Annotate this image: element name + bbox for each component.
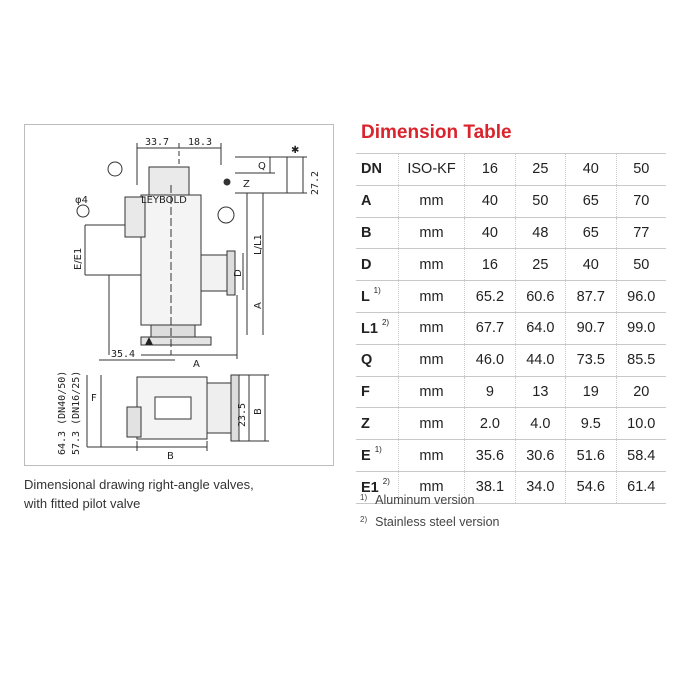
- row-value: 19: [566, 376, 616, 408]
- dim-a-vertical: A: [253, 302, 264, 309]
- asterisk-icon: ✱: [291, 145, 300, 156]
- row-label: E $^{1)}$: [356, 440, 398, 472]
- row-unit: mm: [398, 249, 464, 281]
- row-value: 2.0: [465, 408, 515, 440]
- row-value: 16: [465, 249, 515, 281]
- row-value: 60.6: [515, 281, 565, 313]
- table-row: [356, 344, 666, 376]
- row-value: 46.0: [465, 344, 515, 376]
- row-unit: mm: [398, 376, 464, 408]
- row-unit: mm: [398, 440, 464, 472]
- row-value: 65: [566, 217, 616, 249]
- row-value: 65: [566, 185, 616, 217]
- row-value: 30.6: [515, 440, 565, 472]
- dim-64-3: 64.3 (DN40/50): [57, 370, 68, 455]
- row-unit: mm: [398, 408, 464, 440]
- row-unit: ISO-KF: [398, 154, 464, 186]
- row-value: 40: [465, 217, 515, 249]
- row-value: 96.0: [616, 281, 666, 313]
- row-value: 50: [616, 154, 666, 186]
- table-row: [356, 440, 666, 472]
- dimensional-drawing: [24, 124, 334, 466]
- row-value: 38.1: [465, 471, 515, 503]
- dim-f: F: [91, 393, 97, 404]
- row-value: 99.0: [616, 312, 666, 344]
- row-value: 40: [566, 154, 616, 186]
- row-value: 50: [616, 249, 666, 281]
- row-value: 16: [465, 154, 515, 186]
- footnote-1: $^{1)}$ Aluminum version: [360, 493, 475, 507]
- dim-e-e1: E/E1: [73, 247, 84, 270]
- table-row: [356, 154, 666, 186]
- dimension-table: [356, 153, 666, 504]
- row-label: DN: [356, 154, 398, 186]
- dim-a-bottom: A: [193, 359, 200, 370]
- row-value: 90.7: [566, 312, 616, 344]
- valve-drawing-svg: [25, 125, 333, 465]
- row-value: 87.7: [566, 281, 616, 313]
- row-value: 13: [515, 376, 565, 408]
- row-value: 77: [616, 217, 666, 249]
- row-unit: mm: [398, 312, 464, 344]
- row-value: 64.0: [515, 312, 565, 344]
- row-label: L1 $^{2)}$: [356, 312, 398, 344]
- row-unit: mm: [398, 471, 464, 503]
- dim-b-horizontal: B: [167, 451, 174, 462]
- row-value: 25: [515, 154, 565, 186]
- row-value: 65.2: [465, 281, 515, 313]
- row-value: 40: [566, 249, 616, 281]
- dim-57-3: 57.3 (DN16/25): [71, 370, 82, 455]
- caption-line-1: Dimensional drawing right-angle valves,: [24, 477, 254, 492]
- leybold-logo: LEYBOLD: [141, 195, 187, 206]
- row-label: E1 $^{2)}$: [356, 471, 398, 503]
- row-unit: mm: [398, 185, 464, 217]
- row-value: 48: [515, 217, 565, 249]
- dim-z: Z: [243, 179, 250, 190]
- row-value: 34.0: [515, 471, 565, 503]
- row-value: 10.0: [616, 408, 666, 440]
- row-value: 61.4: [616, 471, 666, 503]
- row-unit: mm: [398, 344, 464, 376]
- table-row: [356, 408, 666, 440]
- row-value: 67.7: [465, 312, 515, 344]
- row-value: 35.6: [465, 440, 515, 472]
- row-value: 40: [465, 185, 515, 217]
- dim-b-vertical: B: [253, 408, 264, 415]
- dim-l-l1: L/L1: [253, 234, 264, 255]
- dim-33-7: 33.7: [145, 137, 170, 148]
- row-label: B: [356, 217, 398, 249]
- dim-27-2: 27.2: [310, 170, 321, 195]
- row-value: 70: [616, 185, 666, 217]
- footnote-2: $^{2)}$ Stainless steel version: [360, 515, 500, 529]
- row-label: D: [356, 249, 398, 281]
- row-value: 85.5: [616, 344, 666, 376]
- table-row: [356, 217, 666, 249]
- row-value: 9: [465, 376, 515, 408]
- table-row: [356, 185, 666, 217]
- row-value: 9.5: [566, 408, 616, 440]
- table-title: Dimension Table: [361, 122, 512, 143]
- row-value: 51.6: [566, 440, 616, 472]
- row-value: 54.6: [566, 471, 616, 503]
- dim-phi4: φ4: [75, 195, 88, 206]
- row-unit: mm: [398, 281, 464, 313]
- row-label: Q: [356, 344, 398, 376]
- dim-d: D: [233, 269, 244, 277]
- row-value: 25: [515, 249, 565, 281]
- table-row: [356, 249, 666, 281]
- row-value: 44.0: [515, 344, 565, 376]
- row-value: 58.4: [616, 440, 666, 472]
- row-label: F: [356, 376, 398, 408]
- row-label: Z: [356, 408, 398, 440]
- drawing-caption: [24, 475, 334, 513]
- row-unit: mm: [398, 217, 464, 249]
- dim-q: Q: [258, 161, 266, 172]
- table-row: [356, 312, 666, 344]
- table-row: [356, 281, 666, 313]
- row-label: A: [356, 185, 398, 217]
- dim-23-5: 23.5: [237, 402, 248, 427]
- table-row: [356, 376, 666, 408]
- row-value: 4.0: [515, 408, 565, 440]
- caption-line-2: with fitted pilot valve: [24, 496, 141, 511]
- row-value: 73.5: [566, 344, 616, 376]
- footnotes: [360, 490, 500, 534]
- dim-18-3: 18.3: [188, 137, 213, 148]
- row-label: L $^{1)}$: [356, 281, 398, 313]
- dim-35-4: 35.4: [111, 349, 136, 360]
- row-value: 20: [616, 376, 666, 408]
- row-value: 50: [515, 185, 565, 217]
